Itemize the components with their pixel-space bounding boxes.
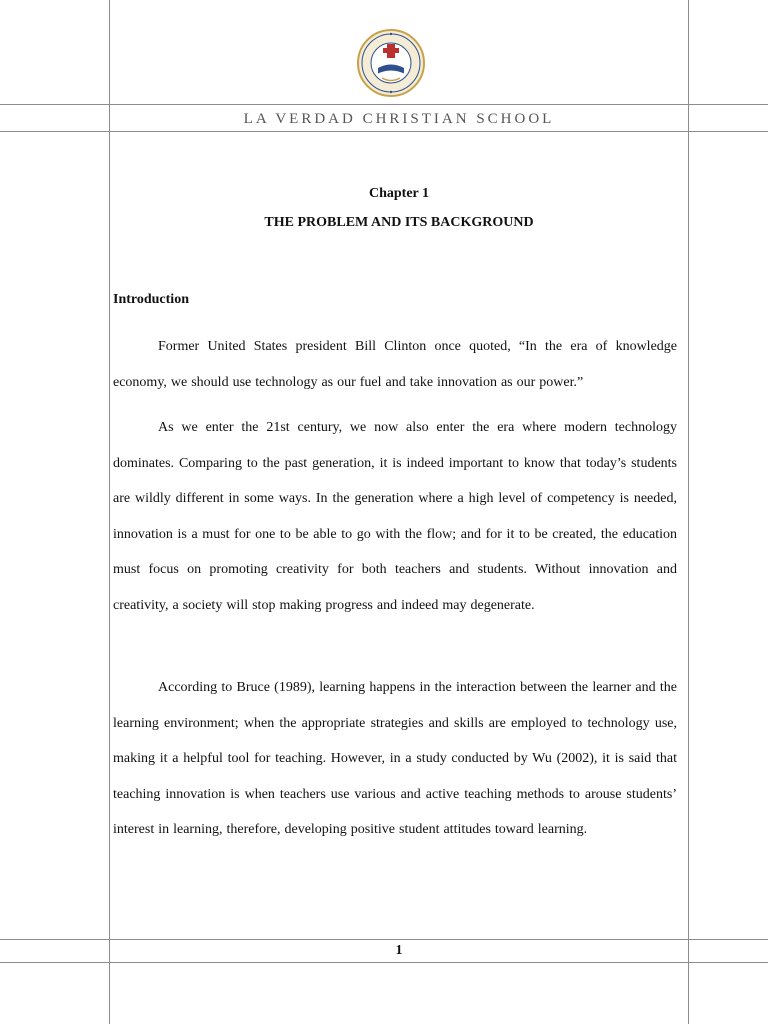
footer-top-rule bbox=[0, 939, 768, 940]
school-seal-logo bbox=[356, 28, 426, 98]
school-name-header: LA VERDAD CHRISTIAN SCHOOL bbox=[243, 111, 555, 127]
header-top-rule bbox=[0, 104, 768, 105]
footer-bottom-rule bbox=[0, 962, 768, 963]
paragraph-21st-century: As we enter the 21st century, we now also enter the era where modern technology dominates. Comparing to the past generation, it is indeed important to know that today’s students are wildly different in some ways. In the generation where a high level of competency is needed, innovation is a must for one to be able to go with the flow; and for it to be created, the education must focus on promoting creativity for both teachers and students. Without innovation and creativity, a society will stop making progress and indeed may degenerate. bbox=[113, 420, 677, 613]
left-margin-line bbox=[109, 0, 110, 1024]
right-margin-line bbox=[688, 0, 689, 1024]
paragraph-clinton-quote: Former United States president Bill Clinton once quoted, “In the era of knowledge economy, we should use technology as our fuel and take innovation as our power.” bbox=[113, 339, 677, 390]
page-number: 1 bbox=[395, 943, 403, 958]
header-bottom-rule bbox=[0, 131, 768, 132]
section-heading-introduction: Introduction bbox=[113, 292, 189, 307]
paragraph-bruce-wu: According to Bruce (1989), learning happens in the interaction between the learner and the learning environment; when the appropriate strategies and skills are employed to technology use, making it a helpful tool for teaching. However, in a study conducted by Wu (2002), it is said that teaching innovation is when teachers use various and active teaching methods to arouse students’ interest in learning, therefore, developing positive student attitudes toward learning. bbox=[113, 680, 677, 837]
chapter-number: Chapter 1 bbox=[368, 186, 430, 201]
chapter-title: THE PROBLEM AND ITS BACKGROUND bbox=[264, 215, 534, 230]
